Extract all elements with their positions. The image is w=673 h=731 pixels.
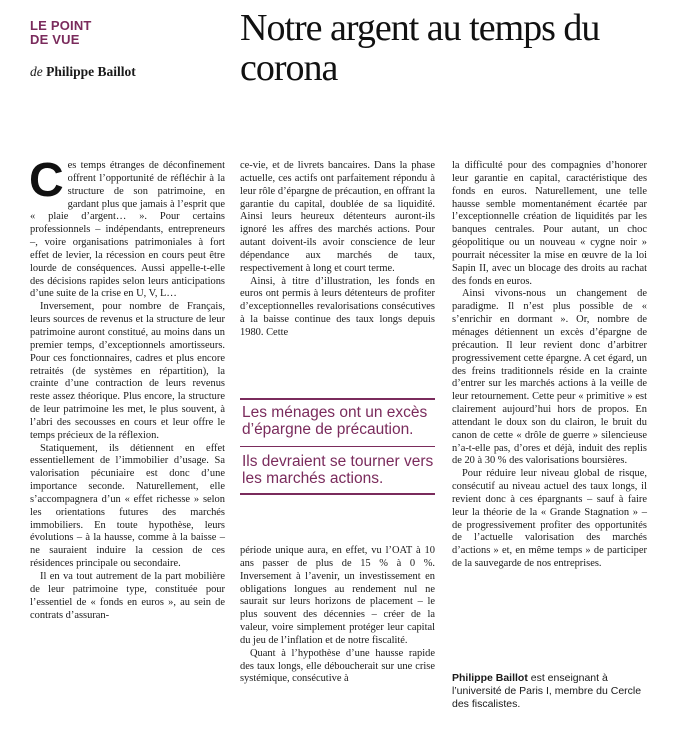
author-note-name: Philippe Baillot [452, 672, 528, 684]
paragraph: ce-vie, et de livrets bancaires. Dans la phase actuelle, ces actifs ont parfaitement répondu à leur rôle d’épargne de précaution, en offrant la garantie du capital, doublée de sa liquidité. Ainsi leurs heureux détenteurs auront-ils ignoré les affres des marchés actions. Pour autant doivent-ils avoir conscience de leur dépendance aux marchés de taux, respectivement à long et court terme. [240, 160, 435, 274]
paragraph: Pour réduire leur niveau global de risque, consécutif au niveau actuel des taux longs, il revient donc à ces épargnants – sauf à faire leur la théorie de la « Grande Stagnation » – de progressivement profiter des opportunités de l’actuelle valorisation des marchés d’actions » et, en même temps » de participer de la sauvegarde de nos entreprises. [452, 468, 647, 570]
kicker-line-2: DE VUE [30, 32, 80, 47]
paragraph: Il en va tout autrement de la part mobilière de leur patrimoine type, constituée pour l’essentiel de « fonds en euros », au sein de contrats d’assuran- [30, 571, 225, 621]
headline: Notre argent au temps du corona [240, 7, 600, 89]
pull-quote-divider [240, 446, 435, 447]
paragraph: Ainsi vivons-nous un changement de paradigme. Il n’est plus possible de « s’enrichir en dormant ». Or, nombre de ménages détiennent un excès d’épargne de précaution. Il leur revient donc d’arbitrer progressivement cette épargne. A cet égard, un des freins traditionnels réside en la crainte d’entrer sur les marchés actions à la veille de leur retournement. Cette peur « primitive » est clairement aujourd’hui hors de propos. En attendant le doux son du clairon, le bruit du canon de cette « drôle de guerre » silencieuse n’a-t-elle pas, d’ores et déjà, induit des replis de 20 à 30 % des valorisations boursières. [452, 288, 647, 467]
pull-quote-2: Ils devraient se tourner vers les marchés actions. [242, 453, 434, 487]
section-kicker [30, 19, 150, 47]
author-note [452, 672, 652, 711]
byline-author: Philippe Baillot [46, 64, 136, 79]
paragraph: Ces temps étranges de déconfinement offrent l’opportunité de réfléchir à la structure de son patrimoine, en gardant plus que jamais à l’esprit que « plaie d’argent… ». Pour certains professionnels – indépendants, entrepreneurs –, voire organisations patrimoniales à fort effet de levier, la récession en cours peut être lourde de conséquences. Aussi appelle-t-elle des décisions rapides selon leurs anticipations d’une suite de la crise en U, V, L… [29, 154, 225, 300]
byline-prefix: de [30, 64, 43, 79]
article-column-2-top [240, 160, 435, 340]
article-column-1 [29, 154, 225, 622]
drop-cap: C [29, 154, 64, 207]
paragraph: la difficulté pour des compagnies d’honorer leur garantie en capital, caractéristique des fonds en euros. Naturellement, une telle hausse semble momentanément écartée par l’exceptionnelle création de liquidités par les banques centrales. Pour autant, un choc géopolitique ou un nouveau « cygne noir » pourrait nécessiter la mise en œuvre de la loi Sapin II, avec un blocage des droits au rachat des fonds en euros. [452, 160, 647, 287]
kicker-line-1: LE POINT [30, 18, 92, 33]
paragraph: Quant à l’hypothèse d’une hausse rapide des taux longs, elle déboucherait sur une crise systémique, consécutive à [240, 647, 435, 685]
article-column-2-bottom [240, 545, 435, 686]
byline [30, 64, 136, 80]
article-column-3 [452, 160, 647, 571]
paragraph: Ainsi, à titre d’illustration, les fonds en euros ont permis à leurs détenteurs de profiter d’exceptionnelles revalorisations consécutives à la baisse continue des taux longs depuis 1980. Cette [240, 275, 435, 338]
paragraph: période unique aura, en effet, vu l’OAT à 10 ans passer de plus de 15 % à 0 %. Inversement à l’avenir, un investissement en obligations longues au rendement nul ne saurait sur leurs horizons de placement – le plus souvent des décennies – créer de la valeur, voire simplement protéger leur capital du jeu de l’inflation et de notre fiscalité. [240, 545, 435, 646]
pull-quote-box [240, 398, 435, 495]
paragraph: Inversement, pour nombre de Français, leurs sources de revenus et la structure de leur patrimoine auront constitué, au moins dans un premier temps, d’exceptionnels amortisseurs. Pour ces fonctionnaires, cadres et plus encore retraités (de systèmes en répartition), la crainte d’une contraction de leurs revenus reste assez théorique. Plus encore, la structure de leur patrimoine les met, le plus souvent, à l’abri des secousses en cours et leur offre le temps précieux de la réflexion. [30, 301, 225, 441]
author-note-text: est enseignant à l’université de Paris I, membre du Cercle des fiscalistes. [452, 672, 642, 710]
pull-quote-1: Les ménages ont un excès d’épargne de précaution. [242, 404, 428, 438]
paragraph: Statiquement, ils détiennent en effet essentiellement de l’immobilier d’usage. Sa valorisation pécuniaire est donc d’une importance seconde. Naturellement, elle s’accompagnera d’un « effet richesse » selon les orientations futures des marchés immobiliers. En toute hypothèse, leurs évolutions – à la hausse, comme à la baisse – ne sauraient induire la cession de ces résidences principale ou secondaire. [30, 442, 225, 570]
